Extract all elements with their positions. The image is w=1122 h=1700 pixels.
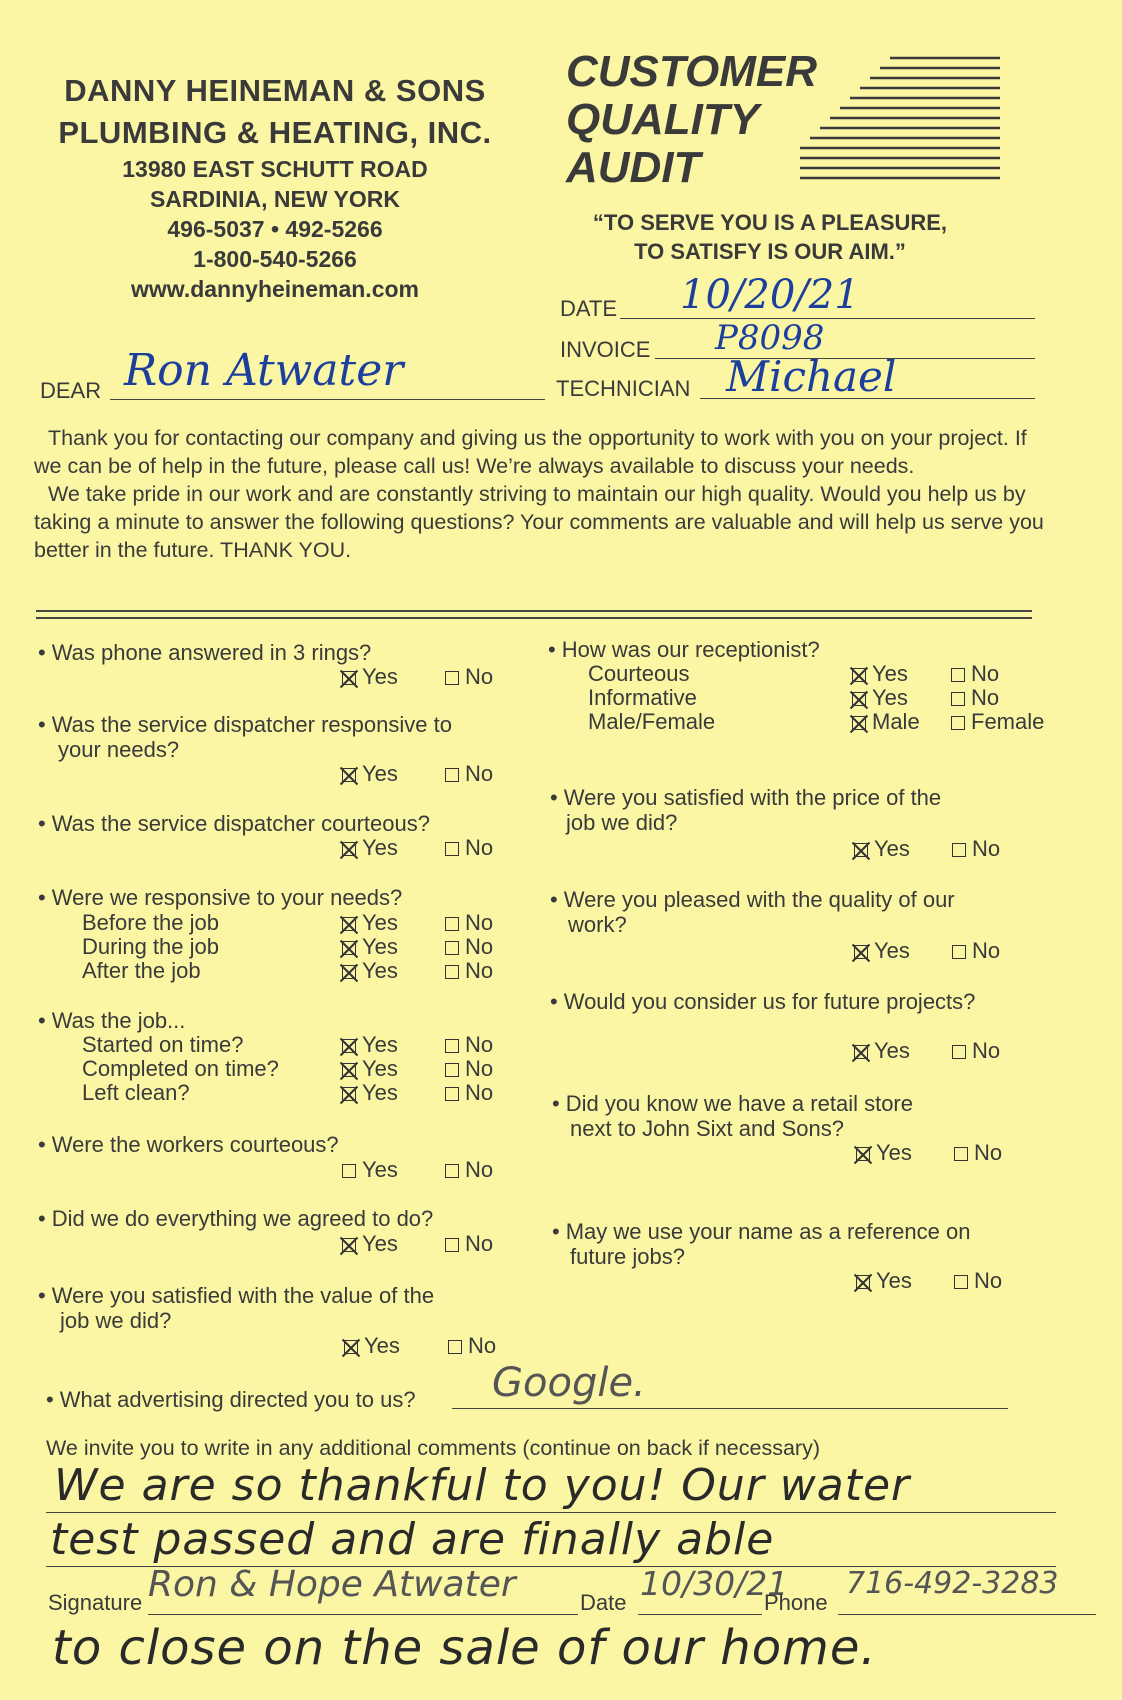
company-phones: 496-5037 • 492-5266 <box>167 216 383 242</box>
option-label: No <box>465 835 494 860</box>
title-line1: CUSTOMER <box>566 47 817 96</box>
left-clean-no[interactable] <box>445 1080 493 1105</box>
informative-label: Informative <box>588 685 697 710</box>
receptionist-courteous-yes[interactable] <box>852 661 908 686</box>
dear-label: DEAR <box>40 378 102 403</box>
question-text: How was our receptionist? <box>561 637 820 662</box>
invoice-value: P8098 <box>715 318 825 358</box>
option-label: Yes <box>362 958 398 983</box>
option-label: Yes <box>362 1157 398 1182</box>
phone-value: 716-492-3283 <box>846 1566 1059 1601</box>
phone-rings-no[interactable] <box>445 664 493 689</box>
bullet-text: • <box>552 1219 560 1244</box>
quality-pleased-yes[interactable] <box>854 938 910 963</box>
bullet-text: • <box>38 1008 46 1033</box>
question-responsive-needs <box>38 885 402 910</box>
price-satisfied-no[interactable] <box>952 836 1000 861</box>
future-projects-yes[interactable] <box>854 1038 910 1063</box>
technician-value: Michael <box>726 352 897 401</box>
title-line3: AUDIT <box>566 143 701 192</box>
question-text: Was the job... <box>51 1008 186 1033</box>
comment-line-1 <box>46 1512 1056 1513</box>
option-label: No <box>971 685 1000 710</box>
option-label: Yes <box>362 1231 398 1256</box>
retail-store-yes[interactable] <box>856 1140 912 1165</box>
divider-bottom <box>36 617 1032 619</box>
price-satisfied-yes[interactable] <box>854 836 910 861</box>
company-tollfree: 1-800-540-5266 <box>193 246 357 272</box>
option-label: Yes <box>362 664 398 689</box>
checkbox-checked-icon <box>854 1045 868 1059</box>
checkbox-icon <box>445 1039 459 1053</box>
motto <box>560 208 980 266</box>
checkbox-checked-icon <box>342 768 356 782</box>
before-job-no[interactable] <box>445 910 493 935</box>
option-label: No <box>974 1140 1003 1165</box>
started-on-time-label: Started on time? <box>82 1032 244 1057</box>
bullet-text: • <box>38 1283 46 1308</box>
future-projects-no[interactable] <box>952 1038 1000 1063</box>
checkbox-icon <box>445 842 459 856</box>
option-label: Yes <box>876 1268 912 1293</box>
male-female-label: Male/Female <box>588 709 716 734</box>
receptionist-informative-yes[interactable] <box>852 685 908 710</box>
option-label: Yes <box>872 661 908 686</box>
comment-text-line3[interactable]: to close on the sale of our home. <box>52 1620 877 1676</box>
date-value: 10/20/21 <box>680 272 860 318</box>
bullet-text: • <box>550 989 558 1014</box>
question-text: Did we do everything we agreed to do? <box>51 1206 434 1231</box>
option-label: Yes <box>362 910 398 935</box>
question-value-satisfied <box>38 1283 434 1308</box>
intro-paragraph-1: Thank you for contacting our company and giving us the opportunity to work with you on your project. If we can be of help in the future, please call us! We’re always available to discuss your needs. <box>34 426 1027 478</box>
option-label: Yes <box>872 685 908 710</box>
bullet-text: • <box>38 885 46 910</box>
started-on-time-no[interactable] <box>445 1032 493 1057</box>
checkbox-icon <box>951 692 965 706</box>
question-text: Did you know we have a retail store <box>565 1091 913 1116</box>
reference-yes[interactable] <box>856 1268 912 1293</box>
checkbox-checked-icon <box>856 1275 870 1289</box>
question-text: Was the service dispatcher courteous? <box>51 811 430 836</box>
question-text: Would you consider us for future projects? <box>563 989 976 1014</box>
after-job-label: After the job <box>82 958 201 983</box>
question-retail-store-line2: next to John Sixt and Sons? <box>570 1116 844 1141</box>
question-advertising <box>46 1387 416 1412</box>
after-job-yes[interactable] <box>342 958 398 983</box>
option-label: No <box>465 1157 494 1182</box>
option-label: Yes <box>874 836 910 861</box>
completed-on-time-label: Completed on time? <box>82 1056 279 1081</box>
checkbox-icon <box>445 917 459 931</box>
checkbox-icon <box>445 941 459 955</box>
agreed-to-do-yes[interactable] <box>342 1231 398 1256</box>
option-label: No <box>465 1032 494 1057</box>
date-field[interactable] <box>620 272 1035 319</box>
dispatcher-responsive-no[interactable] <box>445 761 493 786</box>
signature-date-value: 10/30/21 <box>640 1564 789 1603</box>
dear-field[interactable] <box>110 345 545 400</box>
checkbox-icon <box>951 668 965 682</box>
left-clean-label: Left clean? <box>82 1080 190 1105</box>
question-text: Were you pleased with the quality of our <box>563 887 955 912</box>
during-job-no[interactable] <box>445 934 493 959</box>
after-job-no[interactable] <box>445 958 493 983</box>
advertising-field[interactable] <box>452 1360 1008 1409</box>
question-text: May we use your name as a reference on <box>565 1219 971 1244</box>
checkbox-icon <box>445 768 459 782</box>
question-text: Were you satisfied with the price of the <box>563 785 942 810</box>
checkbox-checked-icon <box>852 692 866 706</box>
checkbox-checked-icon <box>342 842 356 856</box>
company-name-line1: DANNY HEINEMAN & SONS <box>64 73 486 108</box>
question-quality-pleased <box>550 887 955 912</box>
question-dispatcher-responsive <box>38 712 452 737</box>
checkbox-checked-icon <box>852 716 866 730</box>
option-label: Yes <box>362 1080 398 1105</box>
option-label: No <box>465 958 494 983</box>
checkbox-icon <box>445 965 459 979</box>
checkbox-icon <box>445 1164 459 1178</box>
option-label: Yes <box>362 1056 398 1081</box>
motto-line1: “TO SERVE YOU IS A PLEASURE, <box>592 210 948 235</box>
during-job-yes[interactable] <box>342 934 398 959</box>
option-label: No <box>465 1080 494 1105</box>
question-text: Were the workers courteous? <box>51 1132 339 1157</box>
intro-text <box>34 424 1044 564</box>
checkbox-icon <box>445 1087 459 1101</box>
option-label: No <box>465 1056 494 1081</box>
checkbox-checked-icon <box>342 941 356 955</box>
company-block <box>40 70 510 304</box>
option-label: No <box>468 1333 497 1358</box>
question-retail-store <box>552 1091 913 1116</box>
technician-label: TECHNICIAN <box>556 376 691 401</box>
bullet-text: • <box>38 640 46 665</box>
left-clean-yes[interactable] <box>342 1080 398 1105</box>
question-phone-rings <box>38 640 371 665</box>
receptionist-courteous-no[interactable] <box>951 661 999 686</box>
question-text: Was phone answered in 3 rings? <box>51 640 372 665</box>
checkbox-icon <box>952 1045 966 1059</box>
phone-rings-yes[interactable] <box>342 664 398 689</box>
checkbox-icon <box>951 716 965 730</box>
question-text: Was the service dispatcher responsive to <box>51 712 452 737</box>
comment-text-line1[interactable]: We are so thankful to you! Our water <box>54 1460 911 1511</box>
dispatcher-responsive-yes[interactable] <box>342 761 398 786</box>
invoice-label: INVOICE <box>560 337 651 362</box>
question-reference-line2: future jobs? <box>570 1244 685 1269</box>
before-job-label: Before the job <box>82 910 219 935</box>
option-label: Yes <box>362 761 398 786</box>
dear-value: Ron Atwater <box>124 345 404 396</box>
question-price-satisfied-line2: job we did? <box>566 810 678 835</box>
checkbox-checked-icon <box>342 671 356 685</box>
signature-field[interactable] <box>148 1564 578 1615</box>
checkbox-icon <box>952 843 966 857</box>
option-label: No <box>465 1231 494 1256</box>
date-label: DATE <box>560 296 618 321</box>
before-job-yes[interactable] <box>342 910 398 935</box>
signature-date-label: Date <box>580 1590 627 1615</box>
option-label: No <box>465 761 494 786</box>
question-price-satisfied <box>550 785 941 810</box>
checkbox-checked-icon <box>856 1147 870 1161</box>
question-text: What advertising directed you to us? <box>59 1387 416 1412</box>
bullet-text: • <box>38 811 46 836</box>
question-quality-pleased-line2: work? <box>568 912 627 937</box>
checkbox-icon <box>342 1164 356 1178</box>
completed-on-time-no[interactable] <box>445 1056 493 1081</box>
advertising-value: Google. <box>492 1360 646 1406</box>
bullet-text: • <box>550 785 558 810</box>
checkbox-checked-icon <box>342 1039 356 1053</box>
option-label: Yes <box>362 835 398 860</box>
workers-courteous-no[interactable] <box>445 1157 493 1182</box>
title-stripes-decoration <box>800 52 1000 184</box>
option-label: Female <box>971 709 1045 734</box>
checkbox-icon <box>954 1275 968 1289</box>
technician-field[interactable] <box>700 352 1035 401</box>
checkbox-checked-icon <box>342 965 356 979</box>
option-label: No <box>465 910 494 935</box>
divider-top <box>36 610 1032 612</box>
option-label: Yes <box>364 1333 400 1358</box>
company-address: 13980 EAST SCHUTT ROAD <box>122 156 428 182</box>
form-title <box>566 48 817 192</box>
checkbox-checked-icon <box>342 1063 356 1077</box>
option-label: No <box>971 661 1000 686</box>
question-value-satisfied-line2: job we did? <box>60 1308 172 1333</box>
question-workers-courteous <box>38 1132 339 1157</box>
question-text: Were you satisfied with the value of the <box>51 1283 435 1308</box>
receptionist-informative-no[interactable] <box>951 685 999 710</box>
during-job-label: During the job <box>82 934 219 959</box>
checkbox-checked-icon <box>854 843 868 857</box>
bullet-text: • <box>38 1206 46 1231</box>
company-city: SARDINIA, NEW YORK <box>149 186 401 212</box>
bullet-text: • <box>552 1091 560 1116</box>
option-label: No <box>972 938 1001 963</box>
question-dispatcher-courteous <box>38 811 430 836</box>
dispatcher-courteous-yes[interactable] <box>342 835 398 860</box>
checkbox-icon <box>445 671 459 685</box>
question-dispatcher-responsive-line2: your needs? <box>58 737 180 762</box>
bullet-text: • <box>38 712 46 737</box>
agreed-to-do-no[interactable] <box>445 1231 493 1256</box>
bullet-text: • <box>38 1132 46 1157</box>
question-was-job <box>38 1008 185 1033</box>
option-label: Yes <box>362 934 398 959</box>
question-receptionist <box>548 637 820 662</box>
started-on-time-yes[interactable] <box>342 1032 398 1057</box>
bullet-text: • <box>46 1387 54 1412</box>
quality-pleased-no[interactable] <box>952 938 1000 963</box>
option-label: No <box>972 836 1001 861</box>
question-agreed-to-do <box>38 1206 433 1231</box>
phone-label: Phone <box>764 1590 828 1615</box>
courteous-label: Courteous <box>588 661 690 686</box>
question-reference <box>552 1219 970 1244</box>
bullet-text: • <box>550 887 558 912</box>
workers-courteous-yes[interactable] <box>342 1157 398 1182</box>
signature-label: Signature <box>48 1590 143 1615</box>
signature-date-field[interactable] <box>638 1564 789 1615</box>
reference-no[interactable] <box>954 1268 1002 1293</box>
question-text: Were we responsive to your needs? <box>51 885 403 910</box>
option-label: No <box>465 664 494 689</box>
signature-value: Ron & Hope Atwater <box>148 1564 516 1605</box>
checkbox-icon <box>445 1238 459 1252</box>
checkbox-checked-icon <box>342 1087 356 1101</box>
value-satisfied-yes[interactable] <box>344 1333 400 1358</box>
option-label: No <box>465 934 494 959</box>
value-satisfied-no[interactable] <box>448 1333 496 1358</box>
option-label: Yes <box>874 938 910 963</box>
company-name-line2: PLUMBING & HEATING, INC. <box>58 115 492 150</box>
phone-field[interactable] <box>838 1568 1096 1615</box>
checkbox-checked-icon <box>854 945 868 959</box>
option-label: Yes <box>876 1140 912 1165</box>
option-label: Yes <box>362 1032 398 1057</box>
completed-on-time-yes[interactable] <box>342 1056 398 1081</box>
question-future-projects <box>550 989 975 1014</box>
option-label: Yes <box>874 1038 910 1063</box>
bullet-text: • <box>548 637 556 662</box>
title-line2: QUALITY <box>566 95 760 144</box>
comments-label: We invite you to write in any additional comments (continue on back if necessary) <box>46 1436 820 1460</box>
comment-text-line2[interactable]: test passed and are finally able <box>50 1514 775 1565</box>
retail-store-no[interactable] <box>954 1140 1002 1165</box>
motto-line2: TO SATISFY IS OUR AIM.” <box>634 239 906 264</box>
intro-paragraph-2: We take pride in our work and are constantly striving to maintain our high quality. Would you help us by taking a minute to answer the following questions? Your comments are valuable and will help us serve you better in the future. THANK YOU. <box>34 482 1044 562</box>
checkbox-icon <box>445 1063 459 1077</box>
checkbox-checked-icon <box>344 1340 358 1354</box>
checkbox-icon <box>954 1147 968 1161</box>
option-label: No <box>974 1268 1003 1293</box>
checkbox-checked-icon <box>342 917 356 931</box>
checkbox-icon <box>952 945 966 959</box>
receptionist-male[interactable] <box>852 709 920 734</box>
checkbox-checked-icon <box>852 668 866 682</box>
option-label: No <box>972 1038 1001 1063</box>
receptionist-female[interactable] <box>951 709 1044 734</box>
checkbox-icon <box>448 1340 462 1354</box>
company-website: www.dannyheineman.com <box>131 276 419 302</box>
option-label: Male <box>872 709 920 734</box>
checkbox-checked-icon <box>342 1238 356 1252</box>
dispatcher-courteous-no[interactable] <box>445 835 493 860</box>
